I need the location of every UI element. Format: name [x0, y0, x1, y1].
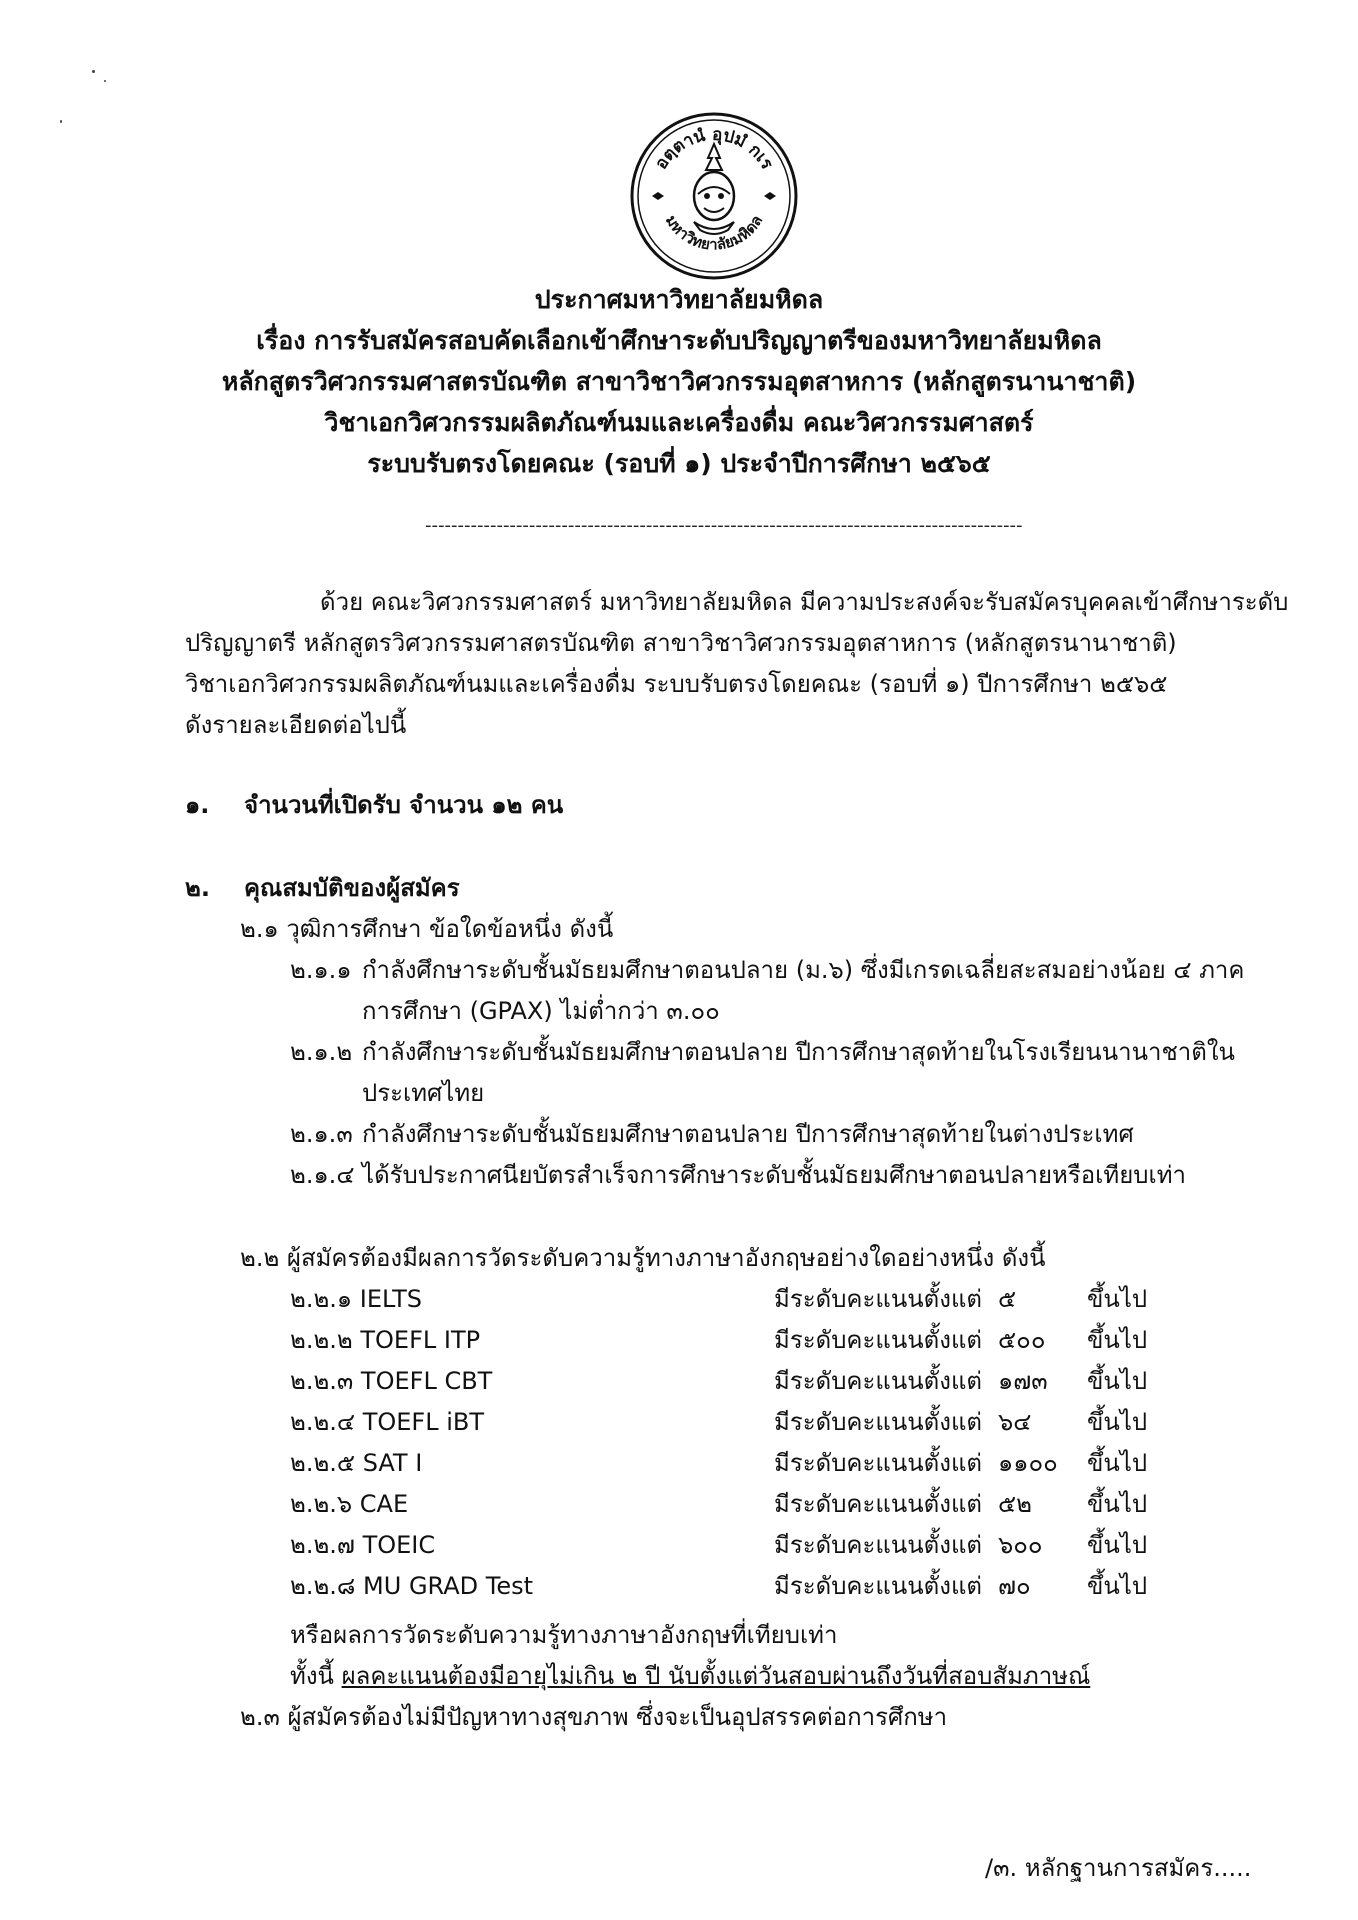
section-2-number: ๒.	[185, 874, 210, 902]
validity-note-prefix: ทั้งนี้	[290, 1662, 342, 1690]
test-row	[290, 1443, 1190, 1479]
validity-note	[290, 1656, 1090, 1695]
test-upward: ขึ้นไป	[1087, 1490, 1148, 1518]
section-1-text: จำนวนที่เปิดรับ จำนวน ๑๒ คน	[244, 791, 564, 819]
test-min-score: ๗๐	[998, 1572, 1031, 1600]
svg-text:มหาวิทยาลัยมหิดล	[662, 212, 766, 254]
test-level-label: มีระดับคะแนนตั้งแต่	[774, 1285, 983, 1313]
test-level-label: มีระดับคะแนนตั้งแต่	[774, 1367, 983, 1395]
item-2-1-1-line-1: กำลังศึกษาระดับชั้นมัธยมศึกษาตอนปลาย (ม.๖) ซึ่งมีเกรดเฉลี่ยสะสมอย่างน้อย ๔ ภาค	[362, 956, 1245, 984]
scan-speck	[104, 80, 106, 82]
validity-note-underlined: ผลคะแนนต้องมีอายุไม่เกิน ๒ ปี นับตั้งแต่วันสอบผ่านถึงวันที่สอบสัมภาษณ์	[341, 1662, 1091, 1690]
item-2-1-2-line-1: กำลังศึกษาระดับชั้นมัธยมศึกษาตอนปลาย ปีการศึกษาสุดท้ายในโรงเรียนนานาชาติใน	[362, 1038, 1235, 1066]
test-upward: ขึ้นไป	[1087, 1367, 1148, 1395]
item-2-1-1-code: ๒.๑.๑	[290, 956, 352, 984]
seal-bottom-text: มหาวิทยาลัยมหิดล	[661, 211, 767, 254]
announcement-subject: เรื่อง การรับสมัครสอบคัดเลือกเข้าศึกษาระดับปริญญาตรีของมหาวิทยาลัยมหิดล	[256, 326, 1102, 355]
test-name: ๒.๒.๓ TOEFL CBT	[290, 1367, 493, 1395]
scan-speck	[92, 70, 95, 73]
english-test-table	[290, 1279, 1190, 1609]
test-upward: ขึ้นไป	[1087, 1285, 1148, 1313]
scan-speck	[60, 120, 62, 123]
test-level-label: มีระดับคะแนนตั้งแต่	[774, 1490, 983, 1518]
section-2-title: คุณสมบัติของผู้สมัคร	[244, 874, 460, 902]
test-row	[290, 1320, 1190, 1356]
test-row	[290, 1361, 1190, 1397]
continued-next-page: /๓. หลักฐานการสมัคร.....	[985, 1854, 1252, 1882]
svg-text:อตฺตานํ อุปมํ กเร	[651, 125, 777, 174]
test-min-score: ๕๒	[998, 1490, 1032, 1518]
announcement-title: ประกาศมหาวิทยาลัยมหิดล	[534, 285, 824, 314]
test-level-label: มีระดับคะแนนตั้งแต่	[774, 1326, 983, 1354]
test-level-label: มีระดับคะแนนตั้งแต่	[774, 1408, 983, 1436]
test-level-label: มีระดับคะแนนตั้งแต่	[774, 1531, 983, 1559]
section-2-2-title: ๒.๒ ผู้สมัครต้องมีผลการวัดระดับความรู้ทางภาษาอังกฤษอย่างใดอย่างหนึ่ง ดังนี้	[240, 1244, 1046, 1272]
test-row	[290, 1402, 1190, 1438]
test-min-score: ๕	[998, 1285, 1017, 1313]
section-1-number: ๑.	[185, 791, 210, 819]
intro-line-3: วิชาเอกวิศวกรรมผลิตภัณฑ์นมและเครื่องดื่ม ระบบรับตรงโดยคณะ (รอบที่ ๑) ปีการศึกษา ๒๕๖๕	[185, 670, 1168, 698]
item-2-1-2-line-2: ประเทศไทย	[362, 1079, 485, 1107]
item-2-1-4-code: ๒.๑.๔	[290, 1161, 355, 1189]
test-row	[290, 1279, 1190, 1315]
announcement-major: วิชาเอกวิศวกรรมผลิตภัณฑ์นมและเครื่องดื่ม คณะวิศวกรรมศาสตร์	[324, 408, 1034, 437]
seal-top-text: อตฺตานํ อุปมํ กเร	[651, 124, 777, 174]
test-name: ๒.๒.๒ TOEFL ITP	[290, 1326, 481, 1354]
intro-line-1: ด้วย คณะวิศวกรรมศาสตร์ มหาวิทยาลัยมหิดล มีความประสงค์จะรับสมัครบุคคลเข้าศึกษาระดับ	[320, 588, 1289, 616]
test-upward: ขึ้นไป	[1087, 1326, 1148, 1354]
university-seal-logo	[628, 110, 800, 282]
section-2-1-title: ๒.๑ วุฒิการศึกษา ข้อใดข้อหนึ่ง ดังนี้	[240, 915, 614, 943]
test-name: ๒.๒.๗ TOEIC	[290, 1531, 436, 1559]
test-upward: ขึ้นไป	[1087, 1449, 1148, 1477]
test-name: ๒.๒.๔ TOEFL iBT	[290, 1408, 485, 1436]
test-min-score: ๖๐๐	[998, 1531, 1043, 1559]
test-min-score: ๑๗๓	[998, 1367, 1048, 1395]
item-2-1-3-code: ๒.๑.๓	[290, 1120, 353, 1148]
test-min-score: ๑๑๐๐	[998, 1449, 1058, 1477]
test-min-score: ๖๔	[998, 1408, 1032, 1436]
item-2-1-4-line-1: ได้รับประกาศนียบัตรสำเร็จการศึกษาระดับชั้นมัธยมศึกษาตอนปลายหรือเทียบเท่า	[362, 1161, 1187, 1189]
equivalent-note: หรือผลการวัดระดับความรู้ทางภาษาอังกฤษที่เทียบเท่า	[290, 1621, 838, 1649]
announcement-round: ระบบรับตรงโดยคณะ (รอบที่ ๑) ประจำปีการศึกษา ๒๕๖๕	[367, 449, 991, 478]
item-2-1-1-line-2: การศึกษา (GPAX) ไม่ต่ำกว่า ๓.๐๐	[362, 997, 720, 1025]
announcement-program: หลักสูตรวิศวกรรมศาสตรบัณฑิต สาขาวิชาวิศวกรรมอุตสาหการ (หลักสูตรนานาชาติ)	[221, 367, 1137, 396]
test-name: ๒.๒.๘ MU GRAD Test	[290, 1572, 534, 1600]
test-row	[290, 1566, 1190, 1602]
intro-line-4: ดังรายละเอียดต่อไปนี้	[185, 711, 407, 739]
item-2-1-2-code: ๒.๑.๒	[290, 1038, 353, 1066]
test-upward: ขึ้นไป	[1087, 1531, 1148, 1559]
test-name: ๒.๒.๑ IELTS	[290, 1285, 422, 1313]
test-min-score: ๕๐๐	[998, 1326, 1046, 1354]
test-upward: ขึ้นไป	[1087, 1572, 1148, 1600]
test-name: ๒.๒.๕ SAT I	[290, 1449, 423, 1477]
test-upward: ขึ้นไป	[1087, 1408, 1148, 1436]
section-2-3-title: ๒.๓ ผู้สมัครต้องไม่มีปัญหาทางสุขภาพ ซึ่งจะเป็นอุปสรรคต่อการศึกษา	[240, 1703, 948, 1731]
test-row	[290, 1525, 1190, 1561]
test-level-label: มีระดับคะแนนตั้งแต่	[774, 1449, 983, 1477]
test-name: ๒.๒.๖ CAE	[290, 1490, 409, 1518]
intro-line-2: ปริญญาตรี หลักสูตรวิศวกรรมศาสตรบัณฑิต สาขาวิชาวิศวกรรมอุตสาหการ (หลักสูตรนานาชาติ)	[185, 629, 1177, 657]
heading-separator: --------------------------------------------------------------------------------------------	[425, 515, 1023, 536]
item-2-1-3-line-1: กำลังศึกษาระดับชั้นมัธยมศึกษาตอนปลาย ปีการศึกษาสุดท้ายในต่างประเทศ	[362, 1120, 1134, 1148]
test-level-label: มีระดับคะแนนตั้งแต่	[774, 1572, 983, 1600]
test-row	[290, 1484, 1190, 1520]
